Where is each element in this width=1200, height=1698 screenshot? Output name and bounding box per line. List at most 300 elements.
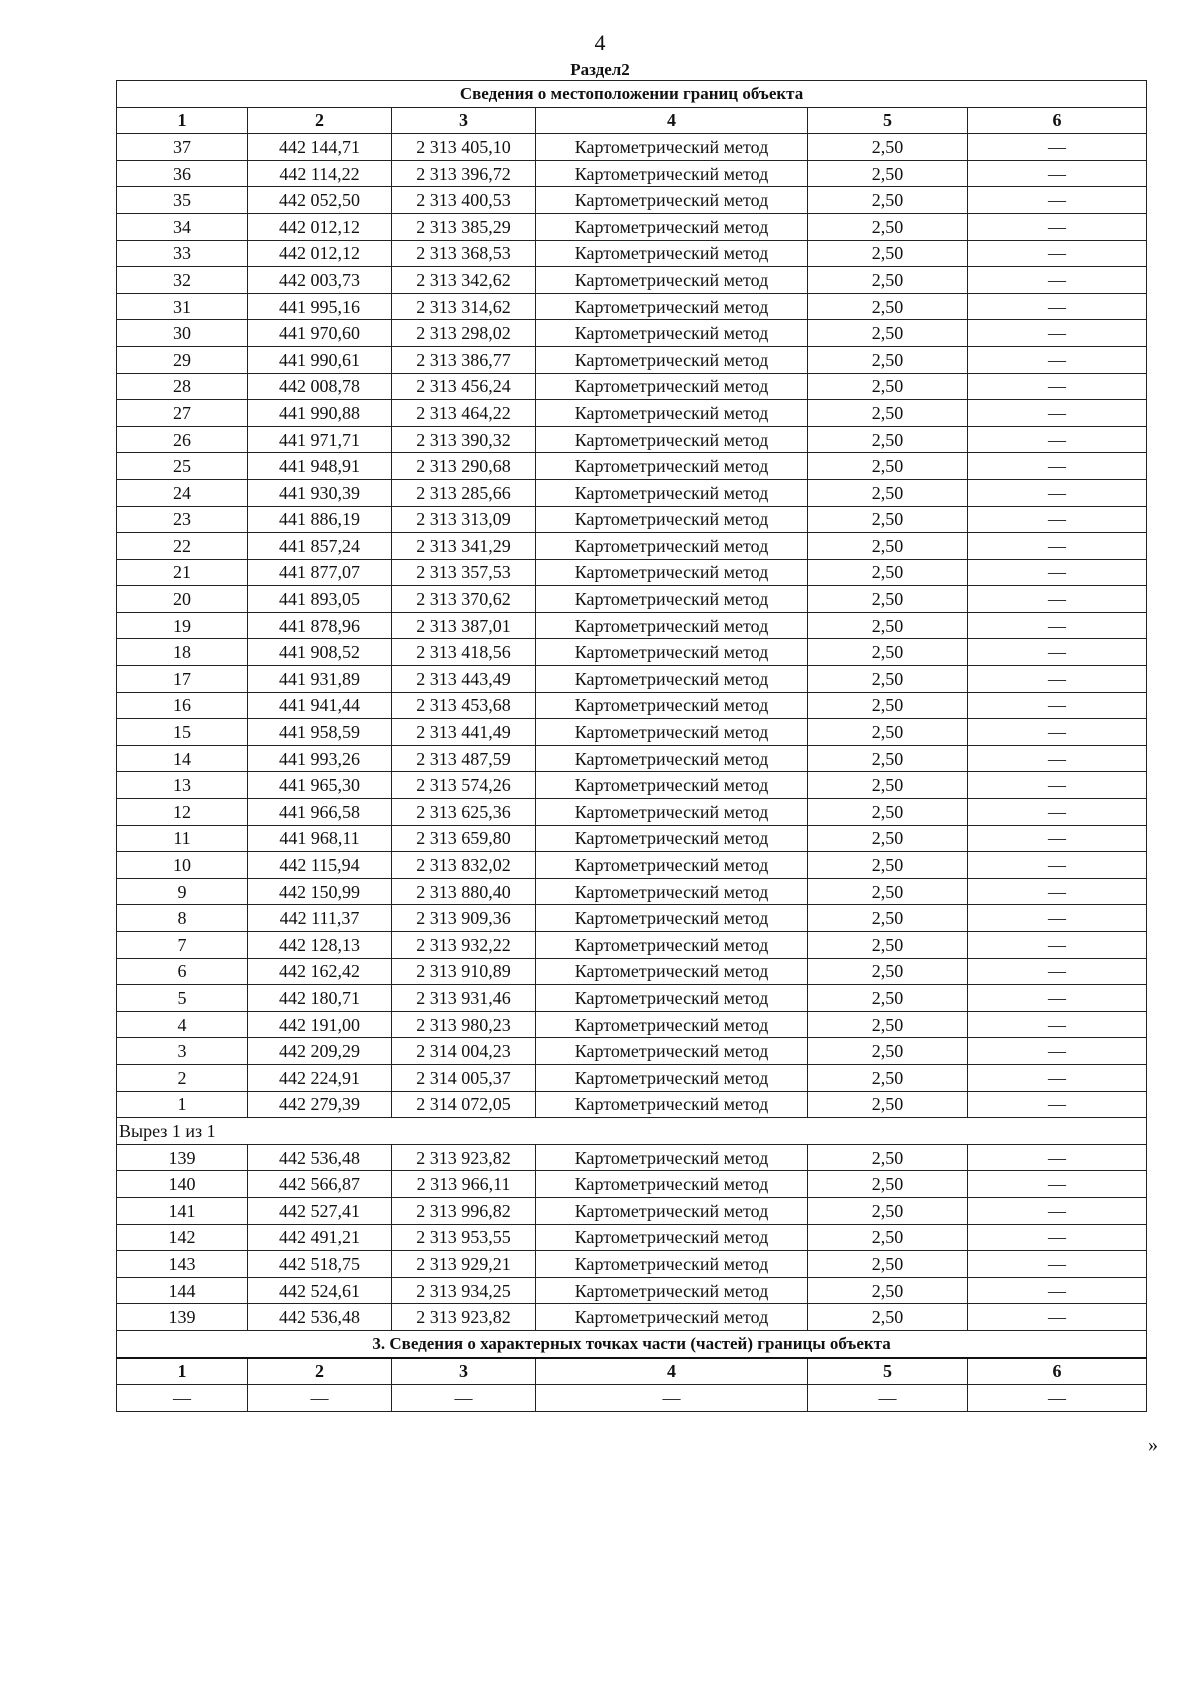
table-cell: 441 995,16 xyxy=(248,293,392,320)
table-cell: Картометрический метод xyxy=(536,905,808,932)
table-cell: 2 313 456,24 xyxy=(392,373,536,400)
table-cell: 442 518,75 xyxy=(248,1251,392,1278)
table-cell: — xyxy=(968,373,1147,400)
table-cell: — xyxy=(968,1064,1147,1091)
table-row xyxy=(117,426,1147,453)
table-cell: 20 xyxy=(117,586,248,613)
table-cell: Картометрический метод xyxy=(536,533,808,560)
table-cell: — xyxy=(968,426,1147,453)
table-cell: 441 941,44 xyxy=(248,692,392,719)
table-cell: 37 xyxy=(117,134,248,161)
table-cell: 2 313 931,46 xyxy=(392,985,536,1012)
table-row xyxy=(117,453,1147,480)
table-cell: 144 xyxy=(117,1277,248,1304)
table-row xyxy=(117,719,1147,746)
table-cell: — xyxy=(968,586,1147,613)
table-cell: — xyxy=(968,612,1147,639)
table-cell: 2,50 xyxy=(808,267,968,294)
table-cell: 441 886,19 xyxy=(248,506,392,533)
table-cell: 2 313 932,22 xyxy=(392,932,536,959)
table-cell: 2,50 xyxy=(808,1277,968,1304)
table-cell: — xyxy=(968,932,1147,959)
table-cell: Картометрический метод xyxy=(536,134,808,161)
table-cell: — xyxy=(392,1385,536,1412)
table-cell: 2,50 xyxy=(808,453,968,480)
table-cell: 442 536,48 xyxy=(248,1144,392,1171)
table-cell: 2 313 390,32 xyxy=(392,426,536,453)
table-cell: 441 931,89 xyxy=(248,666,392,693)
table-cell: Картометрический метод xyxy=(536,719,808,746)
table-cell: 442 150,99 xyxy=(248,878,392,905)
table-title: Сведения о местоположении границ объекта xyxy=(117,81,1147,108)
table-cell: 2 313 313,09 xyxy=(392,506,536,533)
table-cell: 2 313 298,02 xyxy=(392,320,536,347)
table-cell: — xyxy=(968,799,1147,826)
table-cell: Картометрический метод xyxy=(536,1171,808,1198)
table-cell: 6 xyxy=(117,958,248,985)
table-cell: 2 313 405,10 xyxy=(392,134,536,161)
table-cell: 442 279,39 xyxy=(248,1091,392,1118)
table-cell: 8 xyxy=(117,905,248,932)
table-title-row xyxy=(117,81,1147,108)
table-cell: 141 xyxy=(117,1197,248,1224)
table-row xyxy=(117,134,1147,161)
table-cell: 442 114,22 xyxy=(248,160,392,187)
table-cell: 2,50 xyxy=(808,213,968,240)
table-cell: 3 xyxy=(117,1038,248,1065)
table-row xyxy=(117,346,1147,373)
table-cell: Картометрический метод xyxy=(536,1224,808,1251)
table-cell: — xyxy=(968,852,1147,879)
table-cell: 441 970,60 xyxy=(248,320,392,347)
table-cell: 16 xyxy=(117,692,248,719)
closing-quote: » xyxy=(1148,1434,1158,1456)
column-header: 6 xyxy=(968,1358,1147,1385)
table-cell: 32 xyxy=(117,267,248,294)
table-row xyxy=(117,586,1147,613)
table-cell: — xyxy=(968,958,1147,985)
table-cell: 442 191,00 xyxy=(248,1011,392,1038)
table-cell: — xyxy=(968,533,1147,560)
table-cell: 2,50 xyxy=(808,400,968,427)
table-cell: 2 313 934,25 xyxy=(392,1277,536,1304)
table-cell: 9 xyxy=(117,878,248,905)
table-cell: 2 313 980,23 xyxy=(392,1011,536,1038)
table-cell: 2,50 xyxy=(808,719,968,746)
table-cell: — xyxy=(968,1251,1147,1278)
table-cell: — xyxy=(968,400,1147,427)
column-header: 4 xyxy=(536,107,808,134)
table-cell: 10 xyxy=(117,852,248,879)
table-cell: — xyxy=(968,1197,1147,1224)
table-row xyxy=(117,825,1147,852)
table-cell: 30 xyxy=(117,320,248,347)
table-cell: 2 314 005,37 xyxy=(392,1064,536,1091)
table-row xyxy=(117,1224,1147,1251)
table-cell: 13 xyxy=(117,772,248,799)
table-cell: Картометрический метод xyxy=(536,293,808,320)
table-cell: 442 115,94 xyxy=(248,852,392,879)
table-cell: 2,50 xyxy=(808,506,968,533)
table-cell: Картометрический метод xyxy=(536,772,808,799)
table-cell: — xyxy=(968,666,1147,693)
table-cell: 2,50 xyxy=(808,426,968,453)
table-cell: 2,50 xyxy=(808,1064,968,1091)
table-cell: 2,50 xyxy=(808,1171,968,1198)
table-row xyxy=(117,1304,1147,1331)
table-cell: 142 xyxy=(117,1224,248,1251)
table-cell: 2 313 909,36 xyxy=(392,905,536,932)
table-cell: 2,50 xyxy=(808,187,968,214)
table-cell: 25 xyxy=(117,453,248,480)
column-header: 1 xyxy=(117,107,248,134)
table-cell: 2 313 832,02 xyxy=(392,852,536,879)
table-row xyxy=(117,985,1147,1012)
table-cell: — xyxy=(968,346,1147,373)
table-cell: 2 313 923,82 xyxy=(392,1144,536,1171)
table-cell: 441 893,05 xyxy=(248,586,392,613)
table-row xyxy=(117,293,1147,320)
table-cell: 441 948,91 xyxy=(248,453,392,480)
table-cell: — xyxy=(968,639,1147,666)
column-header: 4 xyxy=(536,1358,808,1385)
table-cell: — xyxy=(968,160,1147,187)
table-cell: 2 313 396,72 xyxy=(392,160,536,187)
table-cell: 2 313 966,11 xyxy=(392,1171,536,1198)
table-cell: 26 xyxy=(117,426,248,453)
table-cell: 2,50 xyxy=(808,745,968,772)
table-cell: 2,50 xyxy=(808,612,968,639)
table-row xyxy=(117,745,1147,772)
table-cell: 2,50 xyxy=(808,240,968,267)
boundary-table-body xyxy=(117,81,1147,1412)
table-cell: Картометрический метод xyxy=(536,213,808,240)
table-cell: 2,50 xyxy=(808,559,968,586)
table-cell: 2 313 880,40 xyxy=(392,878,536,905)
table-cell: 2 313 368,53 xyxy=(392,240,536,267)
table-cell: 2 313 996,82 xyxy=(392,1197,536,1224)
column-header: 2 xyxy=(248,107,392,134)
column-header: 3 xyxy=(392,107,536,134)
table-cell: 441 965,30 xyxy=(248,772,392,799)
table-cell: 2,50 xyxy=(808,772,968,799)
table-row xyxy=(117,160,1147,187)
table-cell: Картометрический метод xyxy=(536,479,808,506)
table-cell: Картометрический метод xyxy=(536,267,808,294)
table-cell: 19 xyxy=(117,612,248,639)
table-row xyxy=(117,1144,1147,1171)
table-cell: 2 313 314,62 xyxy=(392,293,536,320)
table-cell: 2,50 xyxy=(808,1091,968,1118)
table-cell: — xyxy=(968,1385,1147,1412)
table-cell: Картометрический метод xyxy=(536,346,808,373)
table-cell: 2,50 xyxy=(808,639,968,666)
table-cell: 2 313 441,49 xyxy=(392,719,536,746)
table-cell: 2 313 453,68 xyxy=(392,692,536,719)
table-cell: Картометрический метод xyxy=(536,852,808,879)
table-cell: — xyxy=(968,1304,1147,1331)
table-cell: 2 313 285,66 xyxy=(392,479,536,506)
table-cell: Картометрический метод xyxy=(536,1144,808,1171)
table-cell: 2 313 342,62 xyxy=(392,267,536,294)
table-cell: 2 313 370,62 xyxy=(392,586,536,613)
table-cell: 2,50 xyxy=(808,878,968,905)
table-cell: 441 930,39 xyxy=(248,479,392,506)
table-row xyxy=(117,692,1147,719)
table-cell: 441 968,11 xyxy=(248,825,392,852)
cutout-label-row xyxy=(117,1118,1147,1145)
section3-title: 3. Сведения о характерных точках части (частей) границы объекта xyxy=(117,1330,1147,1357)
table-row xyxy=(117,878,1147,905)
table-cell: Картометрический метод xyxy=(536,639,808,666)
table-cell: 11 xyxy=(117,825,248,852)
table-cell: Картометрический метод xyxy=(536,1251,808,1278)
table-row xyxy=(117,213,1147,240)
table-cell: Картометрический метод xyxy=(536,612,808,639)
table-cell: 2,50 xyxy=(808,985,968,1012)
table-cell: 442 111,37 xyxy=(248,905,392,932)
table-row xyxy=(117,958,1147,985)
table-cell: Картометрический метод xyxy=(536,932,808,959)
table-cell: — xyxy=(968,559,1147,586)
table-cell: 2 313 386,77 xyxy=(392,346,536,373)
table-cell: 2,50 xyxy=(808,479,968,506)
section3-title-row xyxy=(117,1330,1147,1357)
table-cell: Картометрический метод xyxy=(536,586,808,613)
table-cell: 33 xyxy=(117,240,248,267)
table-cell: — xyxy=(968,1091,1147,1118)
table-cell: 2 313 929,21 xyxy=(392,1251,536,1278)
table-cell: — xyxy=(968,905,1147,932)
table-cell: 2,50 xyxy=(808,320,968,347)
table-cell: Картометрический метод xyxy=(536,1277,808,1304)
table-cell: Картометрический метод xyxy=(536,426,808,453)
page-number: 4 xyxy=(594,30,606,55)
table-cell: Картометрический метод xyxy=(536,320,808,347)
table-cell: Картометрический метод xyxy=(536,453,808,480)
table-row xyxy=(117,905,1147,932)
table-cell: — xyxy=(808,1385,968,1412)
table-cell: 442 491,21 xyxy=(248,1224,392,1251)
table-cell: Картометрический метод xyxy=(536,160,808,187)
table-cell: — xyxy=(536,1385,808,1412)
table-cell: 1 xyxy=(117,1091,248,1118)
table-cell: 2 314 072,05 xyxy=(392,1091,536,1118)
column-header: 3 xyxy=(392,1358,536,1385)
table-cell: 139 xyxy=(117,1304,248,1331)
cutout-label: Вырез 1 из 1 xyxy=(117,1118,1147,1145)
table-cell: 7 xyxy=(117,932,248,959)
table-row xyxy=(117,533,1147,560)
table-cell: 31 xyxy=(117,293,248,320)
column-header-row xyxy=(117,107,1147,134)
table-cell: 442 003,73 xyxy=(248,267,392,294)
table-cell: — xyxy=(968,320,1147,347)
table-cell: — xyxy=(968,134,1147,161)
table-cell: 2 313 357,53 xyxy=(392,559,536,586)
table-cell: 2,50 xyxy=(808,825,968,852)
table-cell: — xyxy=(968,772,1147,799)
table-cell: — xyxy=(968,240,1147,267)
table-cell: 441 908,52 xyxy=(248,639,392,666)
table-cell: 442 012,12 xyxy=(248,240,392,267)
table-cell: 442 527,41 xyxy=(248,1197,392,1224)
table-cell: 34 xyxy=(117,213,248,240)
table-cell: 2,50 xyxy=(808,1038,968,1065)
table-cell: 140 xyxy=(117,1171,248,1198)
table-cell: 2 xyxy=(117,1064,248,1091)
table-row xyxy=(117,852,1147,879)
table-row xyxy=(117,479,1147,506)
table-cell: 29 xyxy=(117,346,248,373)
table-cell: 2 314 004,23 xyxy=(392,1038,536,1065)
table-cell: 24 xyxy=(117,479,248,506)
table-cell: — xyxy=(968,719,1147,746)
table-cell: Картометрический метод xyxy=(536,240,808,267)
table-cell: 2,50 xyxy=(808,799,968,826)
table-cell: 441 990,88 xyxy=(248,400,392,427)
table-cell: — xyxy=(968,1277,1147,1304)
table-cell: Картометрический метод xyxy=(536,958,808,985)
table-row xyxy=(117,400,1147,427)
table-cell: — xyxy=(117,1385,248,1412)
table-cell: 36 xyxy=(117,160,248,187)
table-cell: 442 224,91 xyxy=(248,1064,392,1091)
table-row xyxy=(117,772,1147,799)
column-header: 5 xyxy=(808,1358,968,1385)
table-row xyxy=(117,1038,1147,1065)
table-cell: 4 xyxy=(117,1011,248,1038)
table-cell: Картометрический метод xyxy=(536,745,808,772)
table-cell: 2,50 xyxy=(808,932,968,959)
table-cell: 442 128,13 xyxy=(248,932,392,959)
table-row xyxy=(117,373,1147,400)
table-cell: — xyxy=(248,1385,392,1412)
table-cell: 441 877,07 xyxy=(248,559,392,586)
table-cell: 2 313 341,29 xyxy=(392,533,536,560)
table-row xyxy=(117,320,1147,347)
table-cell: 2 313 487,59 xyxy=(392,745,536,772)
table-cell: 2,50 xyxy=(808,692,968,719)
table-cell: 2 313 418,56 xyxy=(392,639,536,666)
table-cell: Картометрический метод xyxy=(536,1038,808,1065)
table-cell: Картометрический метод xyxy=(536,1064,808,1091)
table-cell: 2,50 xyxy=(808,1304,968,1331)
table-cell: — xyxy=(968,878,1147,905)
section3-header-row xyxy=(117,1358,1147,1385)
table-cell: 442 144,71 xyxy=(248,134,392,161)
table-cell: 442 180,71 xyxy=(248,985,392,1012)
table-cell: 2,50 xyxy=(808,160,968,187)
table-cell: Картометрический метод xyxy=(536,825,808,852)
table-cell: 2 313 625,36 xyxy=(392,799,536,826)
table-cell: 2 313 443,49 xyxy=(392,666,536,693)
table-cell: 442 008,78 xyxy=(248,373,392,400)
table-cell: 2,50 xyxy=(808,1144,968,1171)
table-cell: 2,50 xyxy=(808,346,968,373)
table-cell: 23 xyxy=(117,506,248,533)
table-cell: — xyxy=(968,1224,1147,1251)
table-cell: 2,50 xyxy=(808,586,968,613)
table-cell: 442 162,42 xyxy=(248,958,392,985)
table-cell: 441 971,71 xyxy=(248,426,392,453)
table-row xyxy=(117,1091,1147,1118)
table-row xyxy=(117,666,1147,693)
table-cell: 2 313 953,55 xyxy=(392,1224,536,1251)
table-cell: 14 xyxy=(117,745,248,772)
table-cell: — xyxy=(968,825,1147,852)
table-cell: 17 xyxy=(117,666,248,693)
table-row xyxy=(117,240,1147,267)
table-cell: — xyxy=(968,479,1147,506)
table-cell: Картометрический метод xyxy=(536,799,808,826)
table-cell: 441 857,24 xyxy=(248,533,392,560)
table-row xyxy=(117,799,1147,826)
table-cell: 441 966,58 xyxy=(248,799,392,826)
table-cell: 2,50 xyxy=(808,666,968,693)
table-cell: 442 012,12 xyxy=(248,213,392,240)
table-cell: 2,50 xyxy=(808,134,968,161)
table-cell: — xyxy=(968,1171,1147,1198)
table-cell: — xyxy=(968,187,1147,214)
table-cell: Картометрический метод xyxy=(536,559,808,586)
table-cell: Картометрический метод xyxy=(536,1011,808,1038)
table-row xyxy=(117,1064,1147,1091)
table-row xyxy=(117,1197,1147,1224)
table-cell: 28 xyxy=(117,373,248,400)
table-cell: 442 536,48 xyxy=(248,1304,392,1331)
table-cell: — xyxy=(968,506,1147,533)
table-cell: 2,50 xyxy=(808,1251,968,1278)
table-row xyxy=(117,1251,1147,1278)
table-cell: 441 878,96 xyxy=(248,612,392,639)
table-cell: — xyxy=(968,1011,1147,1038)
table-cell: 5 xyxy=(117,985,248,1012)
table-cell: Картометрический метод xyxy=(536,373,808,400)
table-row xyxy=(117,267,1147,294)
table-cell: — xyxy=(968,267,1147,294)
table-cell: 441 990,61 xyxy=(248,346,392,373)
column-header: 2 xyxy=(248,1358,392,1385)
table-cell: 2 313 923,82 xyxy=(392,1304,536,1331)
table-cell: 442 209,29 xyxy=(248,1038,392,1065)
table-cell: 2,50 xyxy=(808,1011,968,1038)
table-cell: 441 958,59 xyxy=(248,719,392,746)
table-cell: Картометрический метод xyxy=(536,1304,808,1331)
table-cell: 2,50 xyxy=(808,293,968,320)
table-cell: — xyxy=(968,1038,1147,1065)
table-cell: Картометрический метод xyxy=(536,985,808,1012)
boundary-table xyxy=(116,80,1147,1412)
table-cell: 15 xyxy=(117,719,248,746)
table-row xyxy=(117,1011,1147,1038)
table-cell: 2,50 xyxy=(808,373,968,400)
table-cell: Картометрический метод xyxy=(536,400,808,427)
table-cell: Картометрический метод xyxy=(536,666,808,693)
table-cell: — xyxy=(968,692,1147,719)
table-cell: 143 xyxy=(117,1251,248,1278)
table-cell: 2,50 xyxy=(808,1224,968,1251)
table-cell: Картометрический метод xyxy=(536,878,808,905)
column-header: 1 xyxy=(117,1358,248,1385)
table-row xyxy=(117,559,1147,586)
table-cell: 2 313 574,26 xyxy=(392,772,536,799)
table-cell: — xyxy=(968,1144,1147,1171)
section-title: Раздел2 xyxy=(570,60,630,79)
table-cell: 22 xyxy=(117,533,248,560)
table-row xyxy=(117,1277,1147,1304)
table-cell: 2 313 290,68 xyxy=(392,453,536,480)
